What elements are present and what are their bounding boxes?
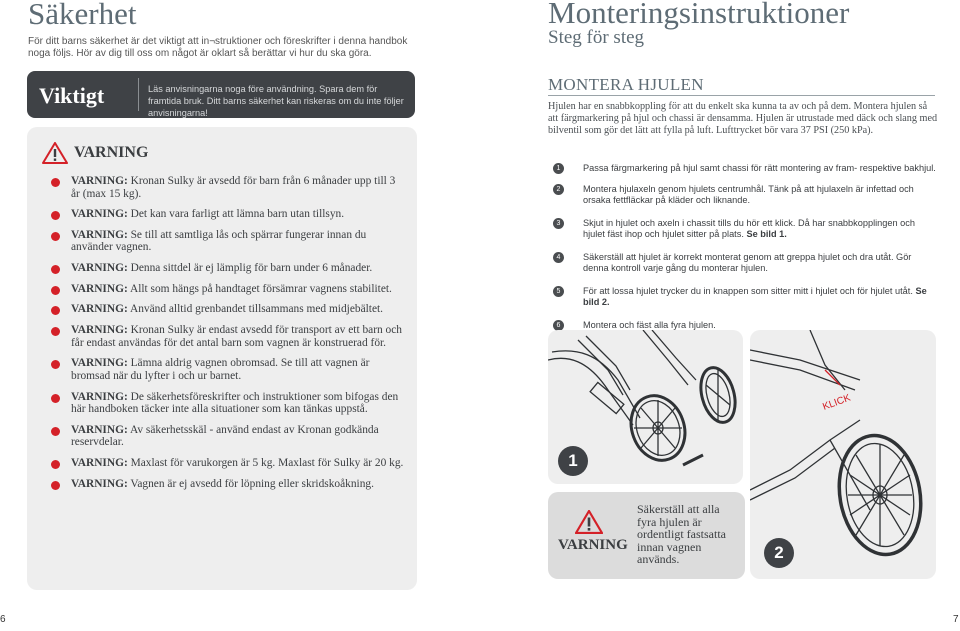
step-item (553, 184, 938, 206)
warning-text: Denna sittdel är ej lämplig för barn under 6 månader. (127, 262, 373, 275)
warning-prefix: VARNING: (71, 390, 128, 403)
warning-item (51, 229, 406, 254)
warning-item (51, 303, 406, 316)
warning-prefix: VARNING: (71, 282, 128, 295)
figure-2 (750, 330, 936, 579)
step-item (553, 163, 938, 174)
warning-text: Lämna aldrig vagnen obromsad. Se till att vagnen är bromsad när du lyfter i och ur barnet. (71, 357, 370, 382)
step-item (553, 218, 938, 240)
step-number: 2 (553, 184, 564, 195)
important-separator (138, 78, 139, 111)
bullet-icon (51, 178, 60, 187)
bullet-icon (51, 211, 60, 220)
notice-label: VARNING (558, 537, 628, 553)
notice-text: Säkerställ att alla fyra hjulen är ordentligt fastsatta innan vagnen används. (637, 502, 726, 566)
figure-2-badge: 2 (764, 538, 794, 568)
warning-icon (575, 510, 603, 534)
bullet-icon (51, 427, 60, 436)
warning-item (51, 457, 406, 470)
warning-prefix: VARNING: (71, 423, 128, 436)
step-text: För att lossa hjulet trycker du in knappen som sitter mitt i hjulet och för hjulet utåt. (583, 286, 916, 296)
warning-item (51, 357, 406, 382)
warning-text: Kronan Sulky är avsedd för barn från 6 månader upp till 3 år (max 15 kg). (71, 175, 396, 200)
warning-title: VARNING (74, 144, 149, 161)
section-intro: Hjulen har en snabbkoppling för att du enkelt ska kunna ta av och på dem. Montera hjulen så att färgmarkering på hjul och chassi är densamma. Hjulen är utrustade med däck och slang med bilventil som gör det lätt att fylla på luft. Lufttrycket bör vara 37 PSI (250 kPa). (548, 101, 938, 136)
warning-header (42, 141, 148, 165)
step-number: 1 (553, 163, 564, 174)
warning-prefix: VARNING: (71, 477, 128, 490)
warning-text: Av säkerhetsskäl - använd endast av Kronan godkända reservdelar. (71, 423, 379, 449)
step-number: 3 (553, 218, 564, 229)
bullet-icon (51, 481, 60, 490)
page-number-right: 7 (953, 614, 959, 625)
bullet-icon (51, 265, 60, 274)
warning-item (51, 208, 406, 221)
section-title: MONTERA HJULEN (548, 75, 704, 94)
assembly-title: Monteringsinstruktioner (548, 0, 850, 30)
warning-prefix: VARNING: (71, 303, 128, 316)
warning-prefix: VARNING: (71, 175, 128, 187)
warning-prefix: VARNING: (71, 262, 128, 275)
assembly-subtitle: Steg för steg (548, 27, 645, 48)
section-divider (548, 95, 935, 96)
warning-text: Det kan vara farligt att lämna barn utan tillsyn. (127, 208, 345, 221)
warning-list (51, 175, 406, 498)
step-text: Montera och fäst alla fyra hjulen. (583, 320, 716, 330)
bullet-icon (51, 460, 60, 469)
step-number: 4 (553, 252, 564, 263)
important-text: Läs anvisningarna noga före användning. Spara dem för framtida bruk. Ditt barns säkerhet kan riskeras om du inte följer anvisningarna! (148, 84, 404, 118)
warning-text: Se till att samtliga lås och spärrar fungerar innan du använder vagnen. (71, 228, 367, 254)
important-box (27, 71, 415, 118)
step-number: 5 (553, 286, 564, 297)
warning-prefix: VARNING: (71, 357, 128, 370)
click-annotation: KLICK (821, 392, 853, 413)
warning-item (51, 391, 406, 416)
warning-box (27, 127, 417, 590)
warning-item (51, 478, 406, 491)
warning-text: Använd alltid grenbandet tillsammans med midjebältet. (127, 303, 384, 316)
warning-item (51, 324, 406, 349)
figure-1 (548, 330, 743, 484)
notice-box (548, 492, 745, 579)
figure-1-badge: 1 (558, 446, 588, 476)
step-text: Säkerställ att hjulet är korrekt monterat genom att greppa hjulet och dra utåt. Gör denna kontroll varje gång du monterar hjulen. (583, 252, 912, 273)
bullet-icon (51, 232, 60, 241)
warning-icon (42, 142, 68, 164)
warning-item (51, 175, 406, 200)
warning-prefix: VARNING: (71, 228, 128, 241)
bullet-icon (51, 327, 60, 336)
intro-text: För ditt barns säkerhet är det viktigt att in¬struktioner och föreskrifter i denna handbok noga följs. Hör av dig till oss om något är oklart så berättar vi hur du ska göra. (28, 36, 408, 59)
step-figure-ref: Se bild 1. (746, 229, 787, 239)
bullet-icon (51, 394, 60, 403)
warning-prefix: VARNING: (71, 456, 128, 469)
warning-text: Kronan Sulky är endast avsedd för transport av ett barn och får endast användas för det antal barn som vagnen är konstruerad för. (71, 324, 402, 349)
bullet-icon (51, 306, 60, 315)
warning-text: Allt som hängs på handtaget försämrar vagnens stabilitet. (127, 282, 392, 295)
warning-item (51, 424, 406, 449)
step-figure-ref: Se bild 2. (583, 286, 927, 307)
important-label: Viktigt (39, 83, 105, 108)
page-number-left: 6 (0, 614, 6, 625)
step-number: 6 (553, 320, 564, 331)
warning-prefix: VARNING: (71, 324, 128, 337)
warning-text: Maxlast för varukorgen är 5 kg. Maxlast för Sulky är 20 kg. (127, 456, 404, 469)
step-text: Montera hjulaxeln genom hjulets centrumhål. Tänk på att hjulaxeln är infettad och orsaka fettfläckar på kläder och liknande. (583, 184, 914, 205)
warning-item (51, 283, 406, 296)
warning-prefix: VARNING: (71, 208, 128, 221)
step-list (553, 163, 938, 331)
page-title: Säkerhet (28, 0, 137, 31)
warning-text: De säkerhetsföreskrifter och instruktioner som bifogas den här handboken täcker inte alla situationer som kan tänkas uppstå. (71, 390, 399, 415)
step-text: Passa färgmarkering på hjul samt chassi för rätt montering av fram- respektive bakhjul. (583, 163, 936, 173)
bullet-icon (51, 360, 60, 369)
step-text: Skjut in hjulet och axeln i chassit tills du hör ett klick. Då har snabbkopplingen och hjulet fäst ihop och hjulet sitter på plats. (583, 218, 915, 239)
step-item (553, 286, 938, 308)
warning-item (51, 262, 406, 275)
warning-text: Vagnen är ej avsedd för löpning eller skridskoåkning. (127, 477, 374, 490)
step-item (553, 252, 938, 274)
bullet-icon (51, 286, 60, 295)
